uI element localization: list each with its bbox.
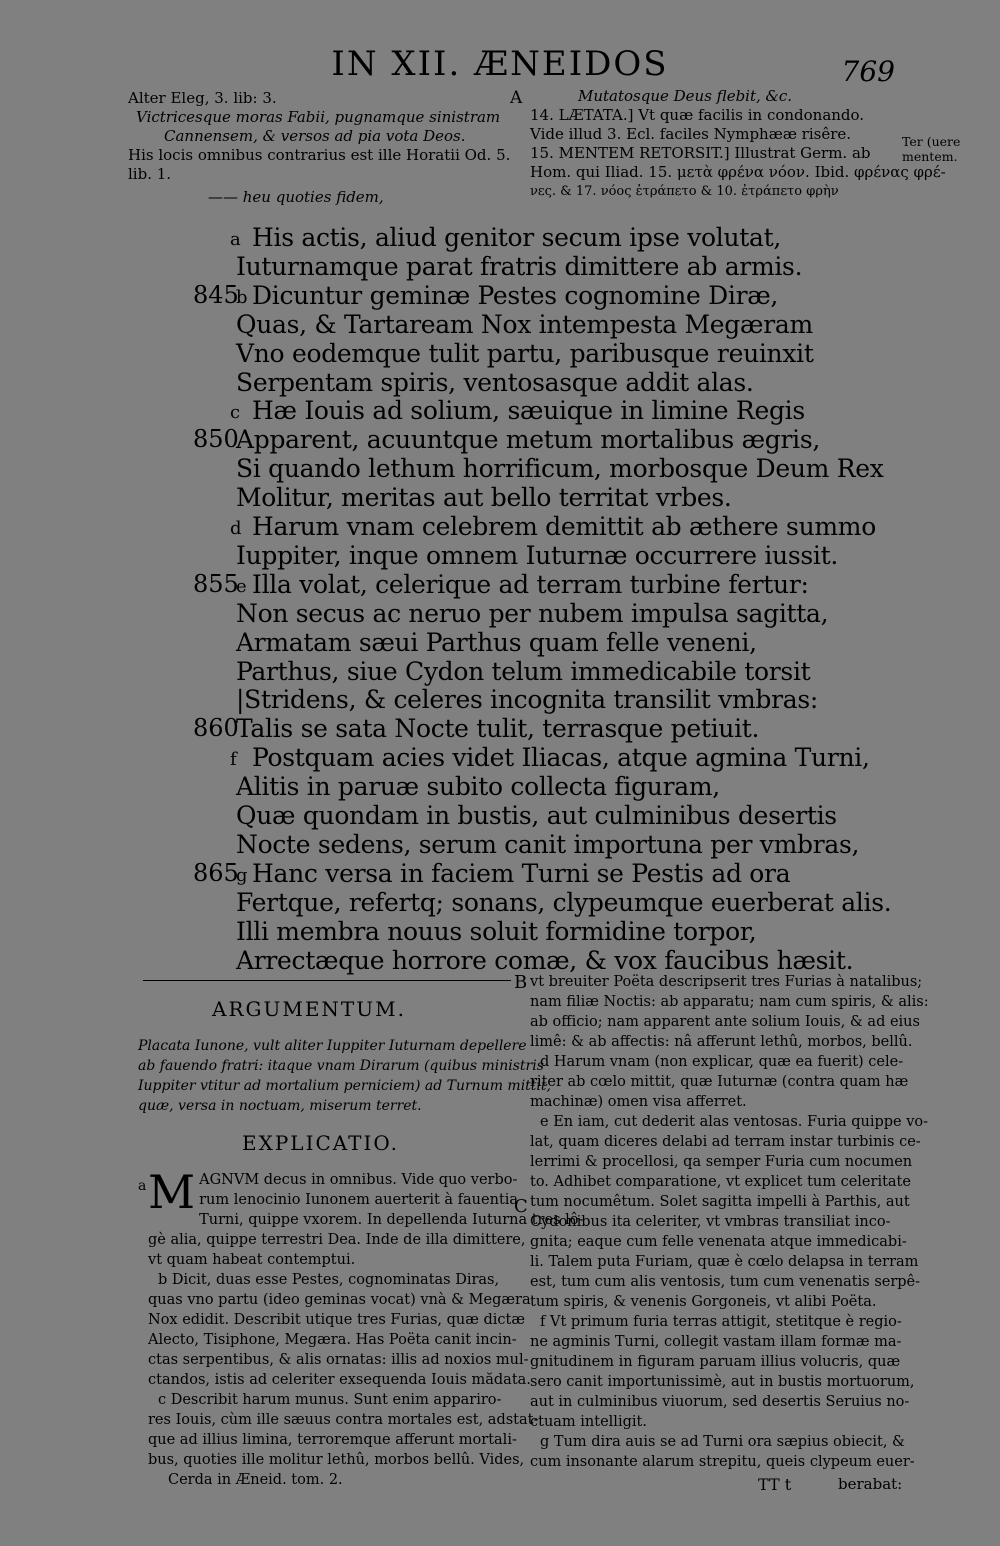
marker-b: B — [514, 972, 528, 993]
margin-note — [902, 134, 960, 164]
note-line: lib. 1. — [128, 165, 172, 183]
verse-text: Arrectæque horrore comæ, & vox faucibus hæsit. — [236, 945, 854, 975]
explicatio-mark: a — [138, 1178, 147, 1194]
verse-line — [0, 281, 1000, 310]
commentary-line: cum insonante alarum strepitu, queis clypeum euer- — [530, 1454, 915, 1470]
verse-line — [0, 454, 1000, 483]
commentary-line: aut in culminibus viuorum, sed desertis Seruius no- — [530, 1394, 910, 1410]
verse-text: Non secus ac neruo per nubem impulsa sagitta, — [236, 598, 829, 628]
verse-text: Vno eodemque tulit partu, paribusque reuinxit — [236, 338, 814, 368]
verse-line — [0, 801, 1000, 830]
argumentum-line: ab fauendo fratri: itaque vnam Dirarum (quibus ministris — [138, 1058, 544, 1074]
verse-text: Dicuntur geminæ Pestes cognomine Diræ, — [252, 280, 779, 310]
verse-line — [0, 772, 1000, 801]
commentary-line: machinæ) omen visa afferret. — [530, 1094, 747, 1110]
note-line: Cannensem, & versos ad pia vota Deos. — [164, 127, 466, 145]
right-commentary — [530, 972, 929, 1472]
argumentum-text — [138, 1036, 551, 1116]
verse-line — [0, 252, 1000, 281]
verse-text: Armatam sæui Parthus quam felle veneni, — [236, 627, 757, 657]
commentary-line: sero canit importunissimè, aut in bustis mortuorum, — [530, 1374, 915, 1390]
note-line: —— heu quoties fidem, — [208, 188, 384, 206]
verse-line — [0, 830, 1000, 859]
commentary-line: f Vt primum furia terras attigit, stetitque è regio- — [540, 1314, 902, 1330]
drop-cap: M — [148, 1165, 196, 1219]
commentary-line: gnitudinem in figuram paruam illius volucris, quæ — [530, 1354, 901, 1370]
verse-text: Alitis in paruæ subito collecta figuram, — [236, 772, 720, 802]
verse-text: Quæ quondam in bustis, aut culminibus desertis — [236, 801, 837, 830]
verse-line — [0, 743, 1000, 772]
verse-number: 865 — [193, 858, 239, 887]
explicatio-line: Cerda in Æneid. tom. 2. — [168, 1472, 343, 1488]
explicatio-line: b Dicit, duas esse Pestes, cognominatas Diras, — [158, 1272, 500, 1288]
verse-text: Parthus, siue Cydon telum immedicabile torsit — [236, 656, 811, 686]
top-note-right — [530, 87, 946, 201]
commentary-line: limê: & ab affectis: nâ afferunt lethû, morbos, bellû. — [530, 1034, 913, 1050]
verse-line — [0, 512, 1000, 541]
verse-text: Serpentam spiris, ventosasque addit alas. — [236, 367, 754, 397]
note-line: Vide illud 3. Ecl. faciles Nymphææ risêre. — [530, 125, 852, 143]
commentary-line: tum spiris, & venenis Gorgoneis, vt alibi Poëta. — [530, 1294, 877, 1310]
commentary-line: e En iam, cut dederit alas ventosas. Furia quippe vo- — [540, 1114, 929, 1130]
verse-text: Postquam acies videt Iliacas, atque agmina Turni, — [252, 743, 870, 773]
explicatio-line: gè alia, quippe terrestri Dea. Inde de illa dimittere, — [148, 1232, 526, 1248]
verse-text: Molitur, meritas aut bello territat vrbes. — [236, 483, 732, 513]
margin-line: Ter (uere — [902, 134, 961, 149]
catchword: berabat: — [838, 1475, 903, 1493]
note-line: Alter Eleg, 3. lib: 3. — [128, 89, 277, 107]
explicatio-line: ctas serpentibus, & alis ornatas: illis ad noxios mul- — [148, 1352, 529, 1368]
note-letter: g — [236, 864, 248, 886]
verse-text: Iuppiter, inque omnem Iuturnæ occurrere iussit. — [236, 540, 838, 570]
verse-text: Fertque, refertq; sonans, clypeumque euerberat alis. — [236, 887, 892, 917]
commentary-line: lat, quam diceres delabi ad terram instar turbinis ce- — [530, 1134, 921, 1150]
explicatio-line: Alecto, Tisiphone, Megæra. Has Poëta canit incin- — [148, 1332, 517, 1348]
verse-text: Illi membra nouus soluit formidine torpor, — [236, 916, 757, 946]
page-number: 769 — [841, 55, 895, 88]
commentary-line: tum nocumêtum. Solet sagitta impelli à Parthis, aut — [530, 1194, 910, 1210]
verse-text: Talis se sata Nocte tulit, terrasque petiuit. — [236, 714, 760, 744]
verse-text: His actis, aliud genitor secum ipse volutat, — [252, 223, 782, 252]
verse-line — [0, 859, 1000, 888]
note-line: 14. LÆTATA.] Vt quæ facilis in condonando. — [530, 106, 865, 124]
explicatio-line: res Iouis, cùm ille sæuus contra mortales est, adstat- — [148, 1412, 539, 1428]
commentary-line: g Tum dira auis se ad Turni ora sæpius obiecit, & — [540, 1434, 905, 1450]
marker-c: C — [514, 1196, 528, 1217]
explicatio-line: bus, quoties ille molitur lethû, morbos bellû. Vides, — [148, 1452, 525, 1468]
note-letter: b — [236, 286, 248, 308]
note-letter: e — [236, 575, 247, 597]
verse-line — [0, 483, 1000, 512]
verse-number: 850 — [193, 425, 239, 454]
explicatio-line: quas vno partu (ideo geminas vocat) vnà & Megæra — [148, 1292, 531, 1308]
verse-line — [0, 339, 1000, 368]
note-line: νες. & 17. νόος ἐτράπετο & 10. ἐτράπετο φρὴν — [530, 184, 839, 199]
note-line: His locis omnibus contrarius est ille Horatii Od. 5. — [128, 146, 511, 164]
commentary-line: d Harum vnam (non explicar, quæ ea fuerit) cele- — [540, 1054, 904, 1070]
argumentum-line: Placata Iunone, vult aliter Iuppiter Iuturnam depellere — [138, 1038, 527, 1054]
verse-line — [0, 685, 1000, 714]
verse-text: Si quando lethum horrificum, morbosque Deum Rex — [236, 454, 884, 484]
explicatio-text — [148, 1165, 584, 1490]
commentary-line: est, tum cum alis ventosis, tum cum venenatis serpê- — [530, 1274, 921, 1290]
commentary-line: ab officio; nam apparent ante solium Iouis, & ad eius — [530, 1014, 920, 1030]
explicatio-line: rum lenocinio Iunonem auerterit à fauentia — [199, 1192, 519, 1208]
verse-line — [0, 396, 1000, 425]
explicatio-line: Turni, quippe vxorem. In depellenda Iuturna tres lô- — [199, 1212, 584, 1228]
verse-line — [0, 570, 1000, 599]
verse-line — [0, 541, 1000, 570]
commentary-line: to. Adhibet comparatione, vt explicet tum celeritate — [530, 1174, 911, 1190]
commentary-line: ctuam intelligit. — [530, 1414, 647, 1430]
explicatio-line: que ad illius limina, terroremque afferunt mortali- — [148, 1432, 517, 1448]
running-head: IN XII. ÆNEIDOS — [331, 44, 669, 84]
verse-text: Nocte sedens, serum canit importuna per vmbras, — [236, 829, 860, 859]
verse-line — [0, 657, 1000, 686]
verse-line — [0, 368, 1000, 397]
argumentum-line: Iuppiter vtitur ad mortalium perniciem) ad Turnum mittit, — [138, 1078, 551, 1094]
verse-text: Apparent, acuuntque metum mortalibus ægris, — [236, 425, 821, 455]
note-letter: a — [230, 229, 241, 250]
argumentum-line: quæ, versa in noctuam, miserum terret. — [138, 1098, 422, 1114]
note-line: Mutatosque Deus flebit, &c. — [578, 87, 793, 105]
verse-text: |Stridens, & celeres incognita transilit vmbras: — [236, 685, 818, 715]
verse-text: Illa volat, celerique ad terram turbine fertur: — [252, 569, 809, 599]
verse-text: Quas, & Tartaream Nox intempesta Megæram — [236, 309, 813, 339]
verse-text: Hanc versa in faciem Turni se Pestis ad ora — [252, 858, 791, 888]
verse-text: Harum vnam celebrem demittit ab æthere summo — [252, 512, 876, 541]
section-rule — [143, 980, 511, 981]
note-letter: d — [230, 518, 242, 539]
verse-line — [0, 425, 1000, 454]
explicatio-line: Nox edidit. Describit utique tres Furias, quæ dictæ — [148, 1312, 525, 1328]
verse-line — [0, 628, 1000, 657]
explicatio-line: c Describit harum munus. Sunt enim appariro- — [158, 1392, 502, 1408]
note-line: 15. MENTEM RETORSIT.] Illustrat Germ. ab — [530, 144, 871, 162]
verse-line — [0, 599, 1000, 628]
commentary-line: li. Talem puta Furiam, quæ è cœlo delapsa in terram — [530, 1254, 919, 1270]
commentary-line: Cydonibus ita celeriter, vt vmbras transiliat inco- — [530, 1214, 891, 1230]
commentary-line: nam filiæ Noctis: ab apparatu; nam cum spiris, & alis: — [530, 994, 929, 1010]
signature-mark: TT t — [758, 1475, 792, 1494]
verse-line — [0, 946, 1000, 975]
note-line: Victricesque moras Fabii, pugnamque sinistram — [136, 108, 501, 126]
commentary-line: ne agminis Turni, collegit vastam illam formæ ma- — [530, 1334, 902, 1350]
commentary-line: riter ab cœlo mittit, quæ Iuturnæ (contra quam hæ — [530, 1074, 909, 1090]
verse-line — [0, 310, 1000, 339]
verse-line — [0, 888, 1000, 917]
commentary-line: vt breuiter Poëta descripserit tres Furias à natalibus; — [530, 974, 923, 990]
verse-text: Hæ Iouis ad solium, sæuique in limine Regis — [252, 396, 805, 426]
verse-number: 860 — [193, 714, 239, 743]
explicatio-line: AGNVM decus in omnibus. Vide quo verbo- — [199, 1172, 518, 1188]
top-note-left — [128, 89, 510, 207]
verse-number: 845 — [193, 280, 239, 309]
explicatio-heading: EXPLICATIO. — [242, 1131, 399, 1155]
note-letter: c — [230, 402, 241, 424]
verse-line — [0, 223, 1000, 252]
commentary-line: gnita; eaque cum felle venenata atque immedicabi- — [530, 1234, 907, 1250]
verse-line — [0, 917, 1000, 946]
margin-line: mentem. — [902, 149, 958, 164]
explicatio-line: ctandos, istis ad celeriter exsequenda Iouis mădata. — [148, 1372, 531, 1388]
marker-a: A — [510, 88, 523, 108]
commentary-line: lerrimi & procellosi, qa semper Furia cum nocumen — [530, 1154, 913, 1170]
verse-text: Iuturnamque parat fratris dimittere ab armis. — [236, 251, 803, 281]
verse-number: 855 — [193, 569, 239, 598]
explicatio-line: vt quam habeat contemptui. — [148, 1252, 356, 1268]
note-line: Hom. qui Iliad. 15. μετὰ φρένα νόον. Ibid. φρένας φρέ- — [530, 163, 946, 181]
argumentum-heading: ARGUMENTUM. — [212, 997, 406, 1021]
note-letter: f — [230, 749, 237, 771]
verse-line — [0, 714, 1000, 743]
